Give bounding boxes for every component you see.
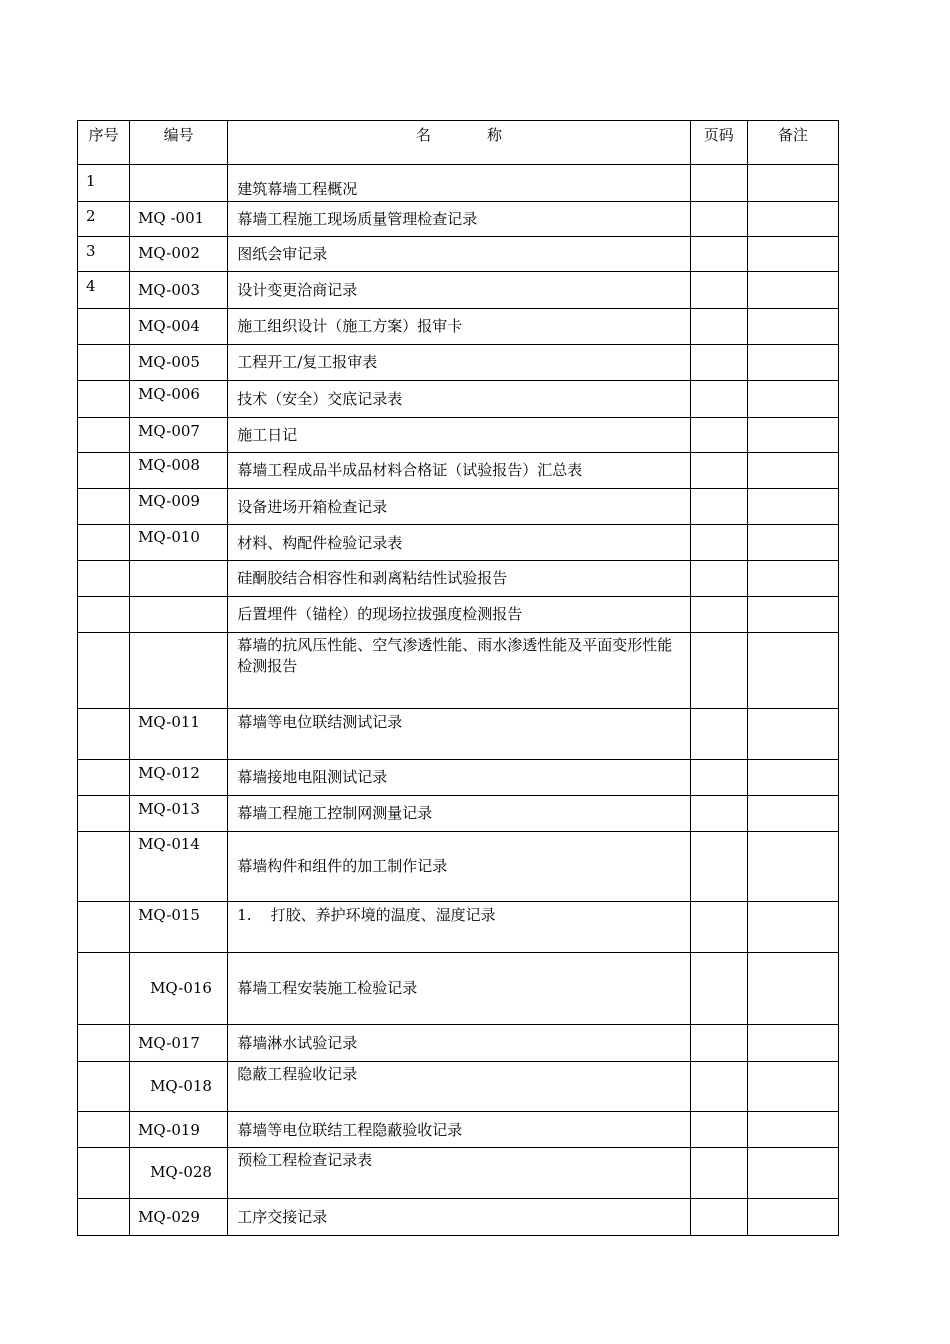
row-page bbox=[690, 489, 747, 525]
row-page bbox=[690, 832, 747, 902]
record-index-table bbox=[77, 120, 839, 1236]
header-page: 页码 bbox=[690, 121, 747, 165]
row-note bbox=[747, 561, 838, 597]
row-seq bbox=[78, 489, 130, 525]
row-name: 施工日记 bbox=[228, 418, 691, 453]
row-page bbox=[690, 561, 747, 597]
row-code: MQ-016 bbox=[130, 953, 228, 1025]
row-seq bbox=[78, 597, 130, 633]
row-note bbox=[747, 237, 838, 272]
row-seq bbox=[78, 796, 130, 832]
row-code: MQ-010 bbox=[130, 525, 228, 561]
table-row bbox=[78, 202, 839, 237]
row-note bbox=[747, 202, 838, 237]
row-page bbox=[690, 1025, 747, 1062]
row-note bbox=[747, 832, 838, 902]
row-code: MQ-005 bbox=[130, 345, 228, 381]
row-code: MQ-028 bbox=[130, 1148, 228, 1199]
row-seq bbox=[78, 1199, 130, 1236]
row-page bbox=[690, 1062, 747, 1112]
table-row bbox=[78, 760, 839, 796]
header-code: 编号 bbox=[130, 121, 228, 165]
row-note bbox=[747, 902, 838, 953]
table-row bbox=[78, 1148, 839, 1199]
table-row bbox=[78, 165, 839, 202]
table-row bbox=[78, 489, 839, 525]
table-row bbox=[78, 525, 839, 561]
row-seq bbox=[78, 345, 130, 381]
row-note bbox=[747, 1112, 838, 1148]
table-row bbox=[78, 709, 839, 760]
row-seq bbox=[78, 1062, 130, 1112]
row-code: MQ-015 bbox=[130, 902, 228, 953]
row-code: MQ-011 bbox=[130, 709, 228, 760]
row-note bbox=[747, 796, 838, 832]
row-page bbox=[690, 345, 747, 381]
row-page bbox=[690, 902, 747, 953]
row-seq bbox=[78, 418, 130, 453]
row-note bbox=[747, 1062, 838, 1112]
row-code bbox=[130, 561, 228, 597]
row-name: 建筑幕墙工程概况 bbox=[228, 165, 691, 202]
row-page bbox=[690, 453, 747, 489]
row-page bbox=[690, 796, 747, 832]
row-note bbox=[747, 597, 838, 633]
row-code bbox=[130, 633, 228, 709]
row-code: MQ-008 bbox=[130, 453, 228, 489]
row-seq bbox=[78, 709, 130, 760]
row-page bbox=[690, 709, 747, 760]
row-page bbox=[690, 525, 747, 561]
header-note: 备注 bbox=[747, 121, 838, 165]
row-seq bbox=[78, 633, 130, 709]
row-code: MQ-007 bbox=[130, 418, 228, 453]
row-code: MQ-029 bbox=[130, 1199, 228, 1236]
row-note bbox=[747, 381, 838, 418]
row-seq bbox=[78, 309, 130, 345]
row-name: 幕墙的抗风压性能、空气渗透性能、雨水渗透性能及平面变形性能检测报告 bbox=[228, 633, 691, 709]
row-seq: 1 bbox=[78, 165, 130, 202]
row-name: 设备进场开箱检查记录 bbox=[228, 489, 691, 525]
row-name: 幕墙接地电阻测试记录 bbox=[228, 760, 691, 796]
row-seq bbox=[78, 381, 130, 418]
row-page bbox=[690, 1199, 747, 1236]
table-row bbox=[78, 309, 839, 345]
row-code: MQ -001 bbox=[130, 202, 228, 237]
row-page bbox=[690, 633, 747, 709]
table-row bbox=[78, 1112, 839, 1148]
row-seq bbox=[78, 953, 130, 1025]
table-row bbox=[78, 902, 839, 953]
row-seq bbox=[78, 561, 130, 597]
row-code: MQ-006 bbox=[130, 381, 228, 418]
table-row bbox=[78, 272, 839, 309]
row-note bbox=[747, 309, 838, 345]
row-name: 幕墙等电位联结测试记录 bbox=[228, 709, 691, 760]
row-code: MQ-003 bbox=[130, 272, 228, 309]
table-row bbox=[78, 1062, 839, 1112]
row-note bbox=[747, 165, 838, 202]
row-name: 硅酮胶结合相容性和剥离粘结性试验报告 bbox=[228, 561, 691, 597]
row-seq: 3 bbox=[78, 237, 130, 272]
table-row bbox=[78, 453, 839, 489]
row-note bbox=[747, 633, 838, 709]
row-name: 图纸会审记录 bbox=[228, 237, 691, 272]
row-name: 1. 打胶、养护环境的温度、湿度记录 bbox=[228, 902, 691, 953]
row-page bbox=[690, 418, 747, 453]
header-name: 名称 bbox=[228, 121, 691, 165]
table-row bbox=[78, 796, 839, 832]
header-row bbox=[78, 121, 839, 165]
row-name: 技术（安全）交底记录表 bbox=[228, 381, 691, 418]
table-row bbox=[78, 633, 839, 709]
row-seq bbox=[78, 1148, 130, 1199]
row-code: MQ-002 bbox=[130, 237, 228, 272]
table-row bbox=[78, 237, 839, 272]
row-name: 工程开工/复工报审表 bbox=[228, 345, 691, 381]
row-seq bbox=[78, 453, 130, 489]
table-row bbox=[78, 832, 839, 902]
row-seq bbox=[78, 525, 130, 561]
row-note bbox=[747, 1199, 838, 1236]
row-code: MQ-017 bbox=[130, 1025, 228, 1062]
row-note bbox=[747, 953, 838, 1025]
table-row bbox=[78, 561, 839, 597]
row-name: 材料、构配件检验记录表 bbox=[228, 525, 691, 561]
table-row bbox=[78, 1199, 839, 1236]
row-note bbox=[747, 418, 838, 453]
row-seq: 4 bbox=[78, 272, 130, 309]
row-page bbox=[690, 597, 747, 633]
row-note bbox=[747, 453, 838, 489]
row-note bbox=[747, 1025, 838, 1062]
row-page bbox=[690, 953, 747, 1025]
row-name: 工序交接记录 bbox=[228, 1199, 691, 1236]
row-page bbox=[690, 237, 747, 272]
row-code: MQ-019 bbox=[130, 1112, 228, 1148]
row-seq bbox=[78, 1112, 130, 1148]
row-seq bbox=[78, 832, 130, 902]
table-row bbox=[78, 381, 839, 418]
row-name: 幕墙工程施工控制网测量记录 bbox=[228, 796, 691, 832]
row-note bbox=[747, 345, 838, 381]
table-row bbox=[78, 418, 839, 453]
row-note bbox=[747, 709, 838, 760]
table-row bbox=[78, 345, 839, 381]
row-note bbox=[747, 1148, 838, 1199]
table-row bbox=[78, 597, 839, 633]
row-name: 幕墙工程安装施工检验记录 bbox=[228, 953, 691, 1025]
row-name: 幕墙构件和组件的加工制作记录 bbox=[228, 832, 691, 902]
row-code: MQ-004 bbox=[130, 309, 228, 345]
row-seq bbox=[78, 1025, 130, 1062]
row-seq bbox=[78, 902, 130, 953]
row-page bbox=[690, 165, 747, 202]
table-row bbox=[78, 953, 839, 1025]
row-code: MQ-018 bbox=[130, 1062, 228, 1112]
row-page bbox=[690, 309, 747, 345]
row-code: MQ-012 bbox=[130, 760, 228, 796]
row-page bbox=[690, 272, 747, 309]
row-name: 幕墙淋水试验记录 bbox=[228, 1025, 691, 1062]
row-name: 幕墙工程施工现场质量管理检查记录 bbox=[228, 202, 691, 237]
row-name: 幕墙等电位联结工程隐蔽验收记录 bbox=[228, 1112, 691, 1148]
row-page bbox=[690, 202, 747, 237]
row-code: MQ-013 bbox=[130, 796, 228, 832]
row-seq: 2 bbox=[78, 202, 130, 237]
header-seq: 序号 bbox=[78, 121, 130, 165]
row-name: 设计变更洽商记录 bbox=[228, 272, 691, 309]
row-code bbox=[130, 165, 228, 202]
row-page bbox=[690, 381, 747, 418]
row-name: 隐蔽工程验收记录 bbox=[228, 1062, 691, 1112]
table-row bbox=[78, 1025, 839, 1062]
row-note bbox=[747, 760, 838, 796]
row-name: 后置埋件（锚栓）的现场拉拔强度检测报告 bbox=[228, 597, 691, 633]
row-page bbox=[690, 1112, 747, 1148]
row-page bbox=[690, 1148, 747, 1199]
row-name: 幕墙工程成品半成品材料合格证（试验报告）汇总表 bbox=[228, 453, 691, 489]
row-note bbox=[747, 272, 838, 309]
row-note bbox=[747, 525, 838, 561]
row-code bbox=[130, 597, 228, 633]
row-code: MQ-009 bbox=[130, 489, 228, 525]
row-seq bbox=[78, 760, 130, 796]
row-page bbox=[690, 760, 747, 796]
row-note bbox=[747, 489, 838, 525]
row-name: 施工组织设计（施工方案）报审卡 bbox=[228, 309, 691, 345]
row-code: MQ-014 bbox=[130, 832, 228, 902]
row-name: 预检工程检查记录表 bbox=[228, 1148, 691, 1199]
